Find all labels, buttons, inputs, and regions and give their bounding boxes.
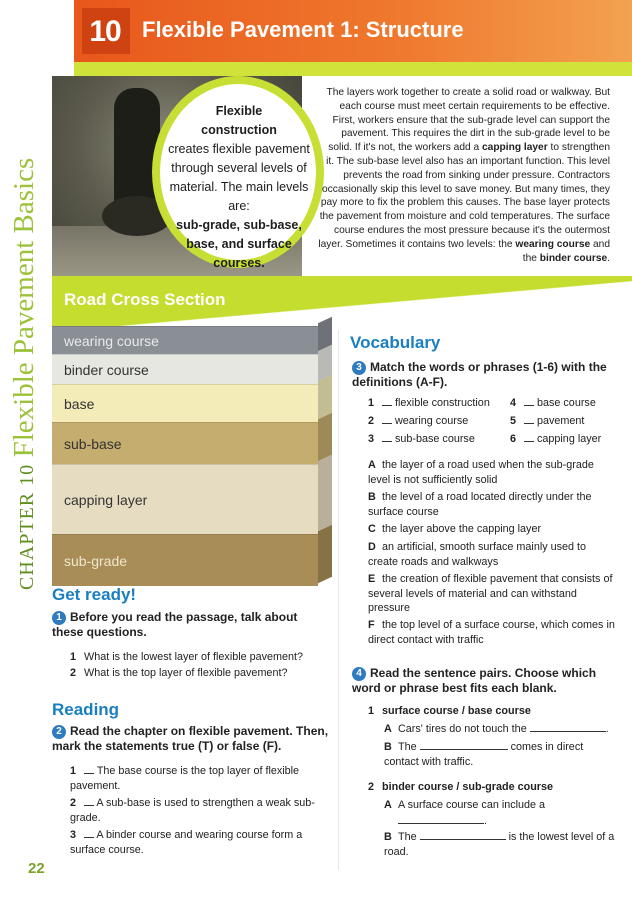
pair-sentence xyxy=(384,798,616,828)
word-text: wearing course xyxy=(395,415,469,427)
paragraph-text: to strengthen it. The sub-base level also has an important function. This level prevents the road from sinking under pressure. Contractors occasionally skip this level to save money. But many times, they pay more to fix the problem this causes. The base layer protects the pavement from moisture and cold temperatures. The surface course endures the most pressure because it's the outermost layer. Sometimes it contains two levels: the xyxy=(318,142,610,250)
sentence-letter: A xyxy=(384,723,392,735)
answer-blank[interactable] xyxy=(84,805,94,806)
pair-title-text: binder course / sub-grade course xyxy=(382,781,553,793)
pair-title-text: surface course / base course xyxy=(382,705,531,717)
answer-blank[interactable] xyxy=(524,441,534,442)
sentence-text: is the lowest level of a road. xyxy=(384,831,615,858)
intro-line: creates flexible pavement xyxy=(168,142,310,156)
vocab-definition xyxy=(368,522,616,537)
definition-letter: C xyxy=(368,523,376,535)
word-text: base course xyxy=(537,397,596,409)
sentence-text: A surface course can include a xyxy=(398,799,546,811)
paragraph-text: The layers work together to create a solid road or walkway. But each course must meet certain requirements to be effective. First, workers ensure that the sub-grade level can support the pavement. This requires the dirt in the sub-grade level to be solid. If it's not, the workers add a xyxy=(326,87,610,154)
sentence-text: The xyxy=(398,741,417,753)
question-number-badge: 4 xyxy=(352,667,366,681)
term-capping-layer: capping layer xyxy=(482,142,548,154)
layer-label: binder course xyxy=(64,362,149,378)
get-ready-heading: Get ready! xyxy=(52,585,137,604)
reading-statement xyxy=(70,828,332,857)
sentence-letter: B xyxy=(384,831,392,843)
intro-line: through several levels of xyxy=(171,161,307,175)
answer-blank[interactable] xyxy=(84,773,94,774)
word-number: 2 xyxy=(368,415,375,427)
layer-label: wearing course xyxy=(64,333,159,349)
vocab-definition xyxy=(368,540,616,569)
pair-sentence xyxy=(384,740,616,769)
item-number: 1 xyxy=(70,765,77,777)
sentence-letter: B xyxy=(384,741,392,753)
fill-in-blank[interactable] xyxy=(420,749,508,750)
answer-blank[interactable] xyxy=(382,405,392,406)
intro-term-construction: construction xyxy=(201,123,277,137)
get-ready-item xyxy=(70,650,330,665)
vocab-definition xyxy=(368,618,616,647)
reading-statement xyxy=(70,764,332,793)
reading-statement xyxy=(70,796,332,825)
side-chapter-label: CHAPTER 10 xyxy=(16,463,38,590)
question-text: Before you read the passage, talk about these questions. xyxy=(52,610,298,639)
chapter-number: 10 xyxy=(89,15,121,48)
fill-in-blank[interactable] xyxy=(398,823,484,824)
fill-in-blank[interactable] xyxy=(420,839,506,840)
definition-letter: D xyxy=(368,541,376,553)
intro-term-levels: base, and surface xyxy=(186,237,292,251)
cross-section-layer xyxy=(52,534,318,586)
intro-term-courses: courses. xyxy=(213,256,265,270)
definition-text: the creation of flexible pavement that consists of several levels of material and can withstand pressure xyxy=(368,573,613,614)
vocabulary-heading: Vocabulary xyxy=(350,333,441,352)
vocab-word xyxy=(368,414,508,429)
layer-label: sub-grade xyxy=(64,553,128,569)
item-text: What is the top layer of flexible pavement? xyxy=(84,667,288,679)
question-number-badge: 3 xyxy=(352,361,366,375)
layer-label: base xyxy=(64,396,95,412)
intro-circle-text xyxy=(160,102,318,273)
fill-in-blank[interactable] xyxy=(530,731,606,732)
vocab-word xyxy=(368,396,508,411)
vocab-definition xyxy=(368,490,616,519)
answer-blank[interactable] xyxy=(84,837,94,838)
vocab-word xyxy=(368,432,508,447)
pair-title xyxy=(368,704,616,719)
layer-label: sub-base xyxy=(64,436,122,452)
definition-letter: A xyxy=(368,459,376,471)
item-text: A binder course and wearing course form a surface course. xyxy=(70,829,303,856)
answer-blank[interactable] xyxy=(524,405,534,406)
reading-heading: Reading xyxy=(52,700,120,719)
column-divider xyxy=(338,330,339,870)
cross-section-layer xyxy=(52,464,318,534)
word-text: sub-base course xyxy=(395,433,475,445)
cross-section-layer xyxy=(52,354,318,384)
sentence-text: . xyxy=(484,814,487,827)
item-number: 3 xyxy=(70,829,77,841)
definition-letter: E xyxy=(368,573,376,585)
definition-text: the level of a road located directly under the surface course xyxy=(368,491,592,518)
layer-label: capping layer xyxy=(64,492,148,508)
pair-sentence xyxy=(384,830,616,859)
item-text: What is the lowest layer of flexible pavement? xyxy=(84,651,304,663)
item-number: 2 xyxy=(70,797,77,809)
sentence-text: . xyxy=(605,723,609,735)
definition-text: the layer of a road used when the sub-grade level is not sufficiently solid xyxy=(368,459,594,486)
intro-paragraph xyxy=(318,86,610,265)
word-text: flexible construction xyxy=(395,397,490,409)
pair-sentence xyxy=(384,722,616,737)
word-number: 1 xyxy=(368,397,375,409)
vocab-word xyxy=(510,414,620,429)
get-ready-item xyxy=(70,666,330,681)
word-text: capping layer xyxy=(537,433,602,445)
intro-line: material. The main levels are: xyxy=(169,180,309,213)
get-ready-question xyxy=(52,610,332,640)
pair-number: 1 xyxy=(368,705,375,717)
definition-letter: B xyxy=(368,491,376,503)
cross-section-layer-side xyxy=(318,525,332,584)
cross-section-layer-side xyxy=(318,413,332,462)
side-title xyxy=(8,158,41,590)
side-book-title: Flexible Pavement Basics xyxy=(8,157,40,458)
vocabulary-question xyxy=(352,360,614,390)
definition-text: the top level of a surface course, which comes in direct contact with traffic xyxy=(368,619,615,646)
definition-text: an artificial, smooth surface mainly used to create roads and walkways xyxy=(368,541,587,568)
page-number: 22 xyxy=(28,860,45,877)
item-text: A sub-base is used to strengthen a weak sub-grade. xyxy=(70,797,315,824)
vocab-word xyxy=(510,396,620,411)
sentence-letter: A xyxy=(384,799,392,811)
vocab-definition xyxy=(368,458,616,487)
term-wearing-course: wearing course xyxy=(515,238,591,250)
question-text: Read the chapter on flexible pavement. Then, mark the statements true (T) or false (F). xyxy=(52,724,329,753)
header-accent-stripe xyxy=(74,62,632,76)
item-text: The base course is the top layer of flexible pavement. xyxy=(70,765,300,792)
definition-letter: F xyxy=(368,619,375,631)
sentence-text: The xyxy=(398,831,417,843)
reading-question xyxy=(52,724,332,754)
item-number: 1 xyxy=(70,651,77,663)
answer-blank[interactable] xyxy=(524,423,534,424)
cross-section-layer xyxy=(52,326,318,354)
paragraph-text: . xyxy=(607,252,610,264)
question-text: Match the words or phrases (1-6) with the definitions (A-F). xyxy=(352,360,607,389)
answer-blank[interactable] xyxy=(382,441,392,442)
cross-section-heading: Road Cross Section xyxy=(64,290,226,309)
cross-section-layer xyxy=(52,422,318,464)
page-title: Flexible Pavement 1: Structure xyxy=(142,17,464,42)
pair-number: 2 xyxy=(368,781,375,793)
word-number: 4 xyxy=(510,397,517,409)
sentence-pairs-question xyxy=(352,666,614,696)
word-text: pavement xyxy=(537,415,585,427)
intro-term-levels: sub-grade, sub-base, xyxy=(176,218,302,232)
word-number: 6 xyxy=(510,433,517,445)
question-number-badge: 2 xyxy=(52,725,66,739)
definition-text: the layer above the capping layer xyxy=(382,523,542,535)
sentence-text: comes in direct contact with traffic. xyxy=(384,741,584,768)
pair-title xyxy=(368,780,616,795)
word-number: 5 xyxy=(510,415,517,427)
paragraph-text: and the xyxy=(522,238,610,264)
intro-term-flexible: Flexible xyxy=(215,104,263,118)
cross-section-layer-side xyxy=(318,455,332,532)
vocab-definition xyxy=(368,572,616,616)
question-text: Read the sentence pairs. Choose which word or phrase best fits each blank. xyxy=(352,666,597,695)
sentence-text: Cars' tires do not touch the xyxy=(398,723,527,735)
item-number: 2 xyxy=(70,667,77,679)
cross-section-layer xyxy=(52,384,318,422)
answer-blank[interactable] xyxy=(382,423,392,424)
vocab-word xyxy=(510,432,620,447)
word-number: 3 xyxy=(368,433,375,445)
question-number-badge: 1 xyxy=(52,611,66,625)
term-binder-course: binder course xyxy=(539,252,608,264)
